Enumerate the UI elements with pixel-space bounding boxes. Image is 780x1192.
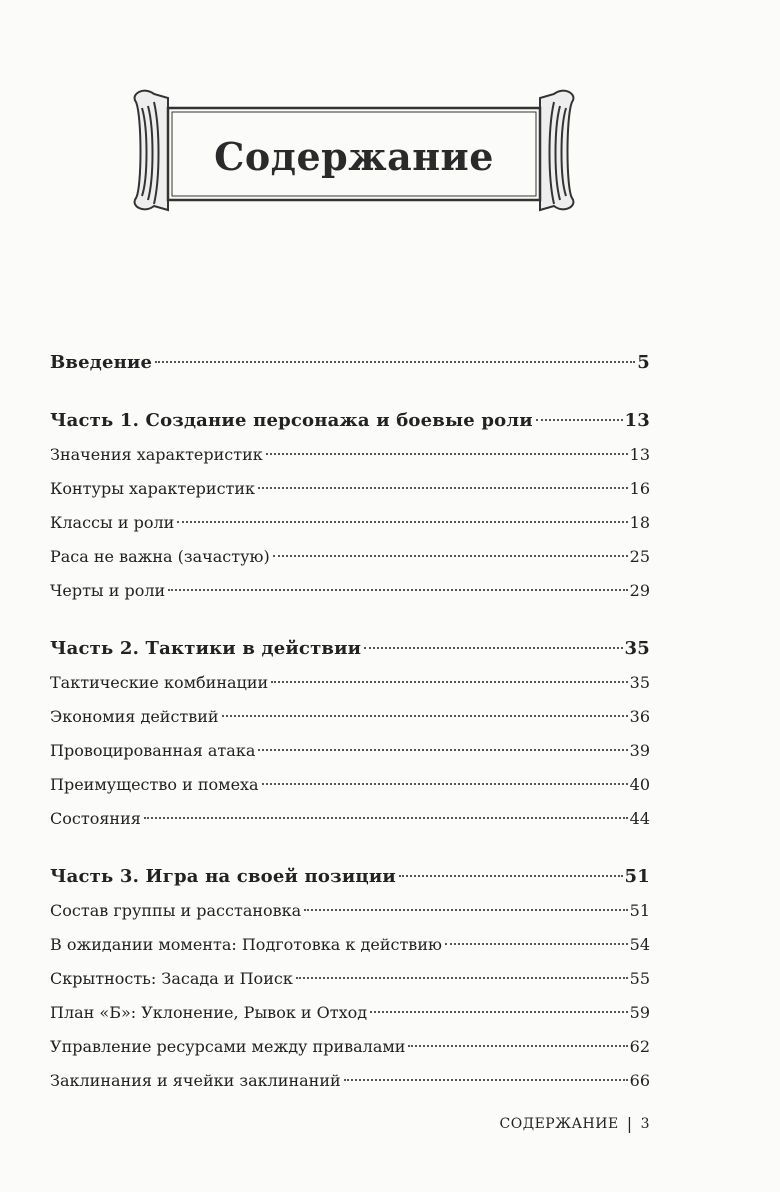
toc-entry-page: 51 — [624, 866, 650, 887]
dot-leader — [273, 555, 628, 557]
toc-entry-label: Скрытность: Засада и Поиск — [50, 969, 293, 988]
dot-leader — [408, 1045, 627, 1047]
page-footer — [500, 1114, 651, 1133]
toc-entry-label: Часть 3. Игра на своей позиции — [50, 866, 396, 887]
toc-entry[interactable] — [50, 996, 650, 1030]
toc-entry[interactable] — [50, 802, 650, 836]
toc-entry-label: Провоцированная атака — [50, 741, 256, 760]
toc-section-heading[interactable] — [50, 346, 650, 380]
toc-entry-page: 66 — [629, 1071, 650, 1090]
footer-separator: | — [626, 1114, 633, 1133]
toc-entry-page: 13 — [629, 445, 650, 464]
toc-entry-page: 5 — [637, 352, 650, 373]
toc-entry-label: Управление ресурсами между привалами — [50, 1037, 406, 1056]
toc-entry-label: Часть 2. Тактики в действии — [50, 638, 362, 659]
dot-leader — [536, 419, 623, 421]
dot-leader — [399, 875, 623, 877]
toc-entry-label: Контуры характеристик — [50, 479, 256, 498]
toc-entry-page: 18 — [629, 513, 650, 532]
toc-entry-label: Черты и роли — [50, 581, 166, 600]
toc-entry-label: В ожидании момента: Подготовка к действию — [50, 935, 442, 954]
toc-entry-label: Классы и роли — [50, 513, 175, 532]
toc-entry[interactable] — [50, 666, 650, 700]
dot-leader — [364, 647, 622, 649]
toc-entry-label: Состав группы и расстановка — [50, 901, 302, 920]
toc-entry-page: 55 — [629, 969, 650, 988]
toc-entry[interactable] — [50, 574, 650, 608]
toc-entry[interactable] — [50, 1030, 650, 1064]
toc-entry[interactable] — [50, 962, 650, 996]
toc-section-heading[interactable] — [50, 632, 650, 666]
dot-leader — [144, 817, 628, 819]
toc-entry-page: 44 — [629, 809, 650, 828]
running-head: СОДЕРЖАНИЕ — [499, 1115, 619, 1132]
toc-section — [50, 632, 650, 836]
page-number: 3 — [640, 1115, 650, 1132]
toc-entry-label: Экономия действий — [50, 707, 219, 726]
toc-entry[interactable] — [50, 700, 650, 734]
dot-leader — [155, 361, 635, 363]
toc-entry-label: Введение — [50, 352, 153, 373]
toc-entry-page: 16 — [629, 479, 650, 498]
toc-section — [50, 860, 650, 1098]
toc-entry-page: 13 — [624, 410, 650, 431]
toc-section — [50, 404, 650, 608]
toc-entry[interactable] — [50, 472, 650, 506]
dot-leader — [262, 783, 628, 785]
toc-entry-label: Часть 1. Создание персонажа и боевые роли — [50, 410, 533, 431]
toc-entry-page: 35 — [629, 673, 650, 692]
dot-leader — [222, 715, 628, 717]
toc-section-heading[interactable] — [50, 860, 650, 894]
table-of-contents — [50, 346, 650, 1122]
dot-leader — [296, 977, 628, 979]
dot-leader — [258, 487, 628, 489]
toc-entry[interactable] — [50, 540, 650, 574]
toc-entry-label: Значения характеристик — [50, 445, 263, 464]
dot-leader — [258, 749, 627, 751]
toc-entry-page: 36 — [629, 707, 650, 726]
dot-leader — [177, 521, 627, 523]
toc-entry[interactable] — [50, 734, 650, 768]
toc-entry-page: 54 — [629, 935, 650, 954]
contents-banner — [128, 88, 580, 220]
toc-entry-label: Раса не важна (зачастую) — [50, 547, 270, 566]
toc-entry-page: 51 — [629, 901, 650, 920]
toc-section — [50, 346, 650, 380]
toc-entry-page: 62 — [629, 1037, 650, 1056]
toc-entry[interactable] — [50, 894, 650, 928]
dot-leader — [168, 589, 627, 591]
dot-leader — [344, 1079, 628, 1081]
toc-entry-page: 25 — [629, 547, 650, 566]
dot-leader — [445, 943, 628, 945]
page-title: Содержание — [214, 134, 494, 179]
dot-leader — [304, 909, 627, 911]
toc-section-heading[interactable] — [50, 404, 650, 438]
toc-entry-label: Преимущество и помеха — [50, 775, 259, 794]
toc-entry-page: 35 — [624, 638, 650, 659]
toc-entry-label: Заклинания и ячейки заклинаний — [50, 1071, 341, 1090]
toc-entry[interactable] — [50, 768, 650, 802]
dot-leader — [370, 1011, 628, 1013]
toc-entry[interactable] — [50, 1064, 650, 1098]
toc-entry-page: 59 — [629, 1003, 650, 1022]
toc-entry[interactable] — [50, 506, 650, 540]
toc-entry-label: Состояния — [50, 809, 141, 828]
toc-entry-label: Тактические комбинации — [50, 673, 269, 692]
dot-leader — [271, 681, 627, 683]
toc-entry-page: 40 — [629, 775, 650, 794]
toc-entry[interactable] — [50, 438, 650, 472]
dot-leader — [266, 453, 628, 455]
toc-entry-page: 29 — [629, 581, 650, 600]
toc-entry-label: План «Б»: Уклонение, Рывок и Отход — [50, 1003, 368, 1022]
toc-entry[interactable] — [50, 928, 650, 962]
toc-entry-page: 39 — [629, 741, 650, 760]
